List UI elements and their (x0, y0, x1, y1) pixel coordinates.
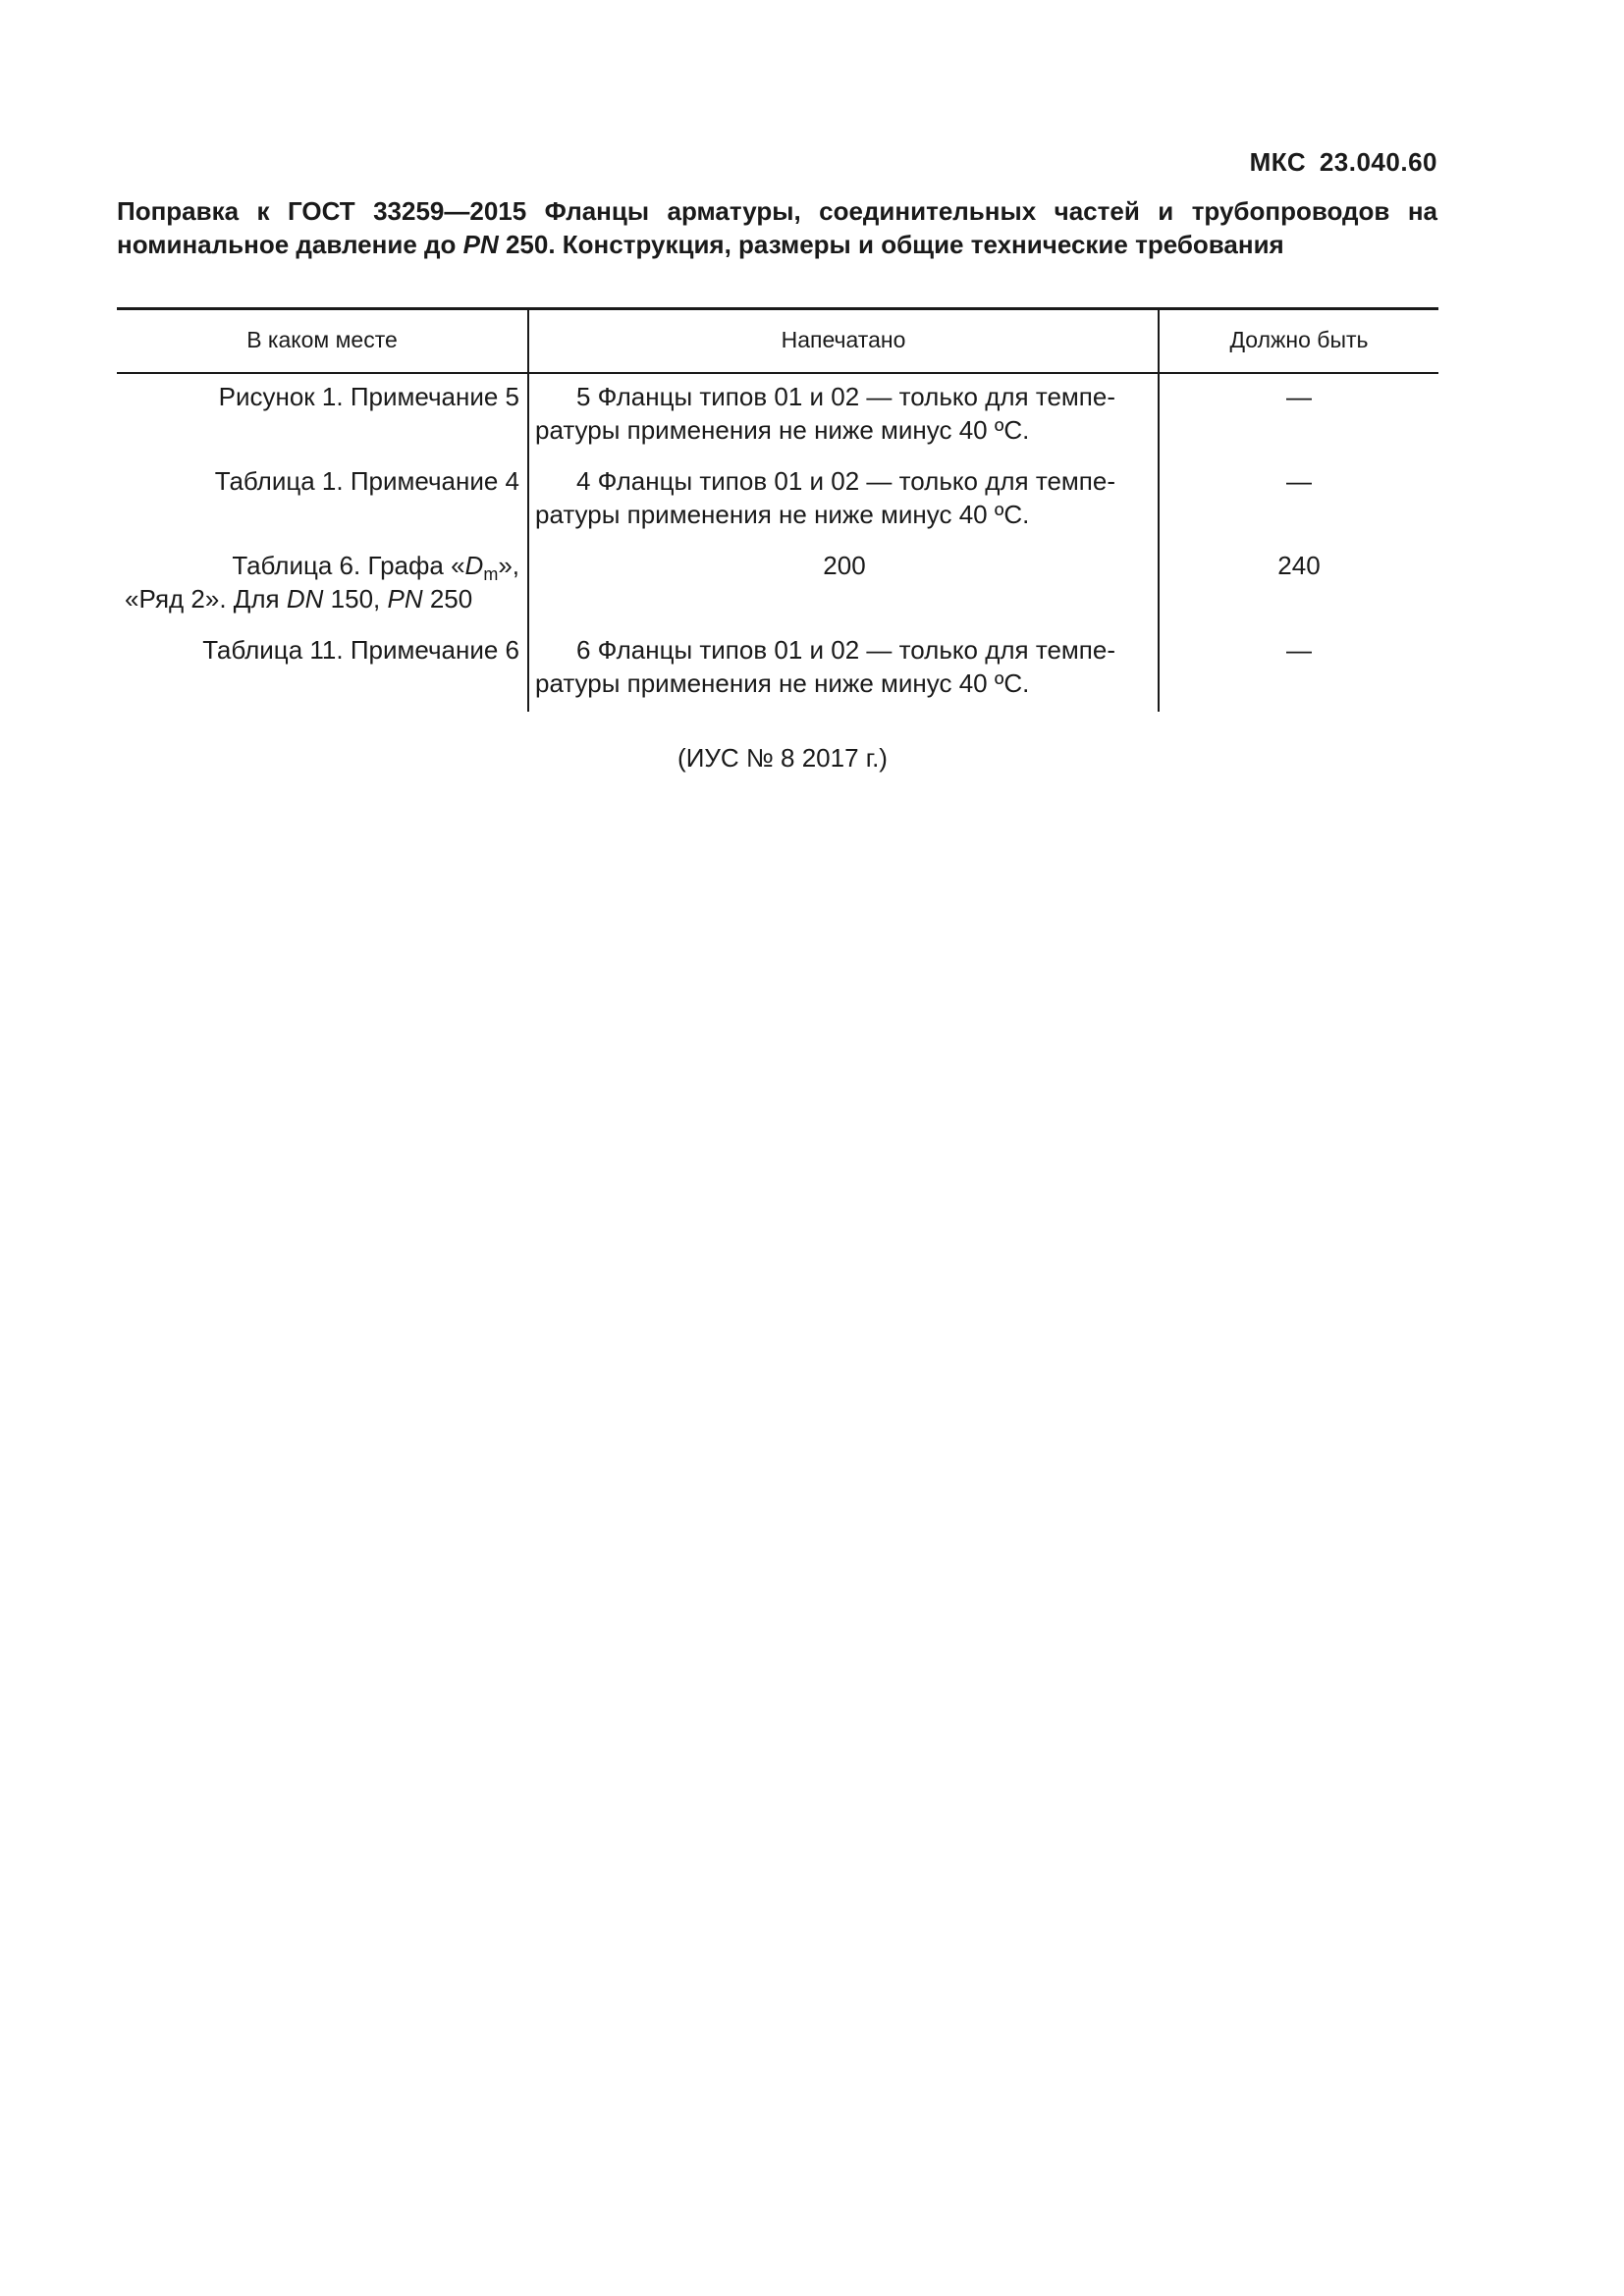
cell-should-be: — (1286, 466, 1312, 496)
source-reference: (ИУС № 8 2017 г.) (677, 743, 888, 773)
cell-printed (535, 380, 1154, 447)
title-part-2: 250. Конструкция, размеры и общие технические требования (498, 230, 1284, 259)
column-header-should-be: Должно быть (1229, 327, 1369, 352)
mks-code: МКС 23.040.60 (1249, 147, 1437, 177)
cell-should-be: 240 (1277, 551, 1321, 580)
document-title (117, 194, 1437, 261)
column-divider-1 (527, 307, 529, 712)
place-line-2: «Ряд 2». Для DN 150, PN 250 (125, 584, 473, 614)
cell-place: Таблица 1. Примечание 4 (214, 466, 519, 496)
printed-line-1: 6 Фланцы типов 01 и 02 — только для темпе- (576, 635, 1116, 665)
title-pn: PN (462, 230, 499, 259)
printed-line-2: ратуры применения не ниже минус 40 ºС. (535, 500, 1030, 529)
column-header-printed: Напечатано (781, 327, 906, 352)
place-line-1: Таблица 6. Графа «$D_m$», (232, 551, 519, 584)
cell-should-be: — (1286, 382, 1312, 411)
printed-line-2: ратуры применения не ниже минус 40 ºС. (535, 668, 1030, 698)
column-header-place: В каком месте (246, 327, 398, 352)
title-part-1: Поправка к ГОСТ 33259—2015 Фланцы арматуры, соединительных частей и трубопроводов на номинальное давление до (117, 196, 1437, 259)
cell-place: Рисунок 1. Примечание 5 (218, 382, 519, 411)
printed-line-2: ратуры применения не ниже минус 40 ºС. (535, 415, 1030, 445)
cell-place (125, 549, 527, 615)
cell-printed: 200 (823, 551, 866, 580)
cell-should-be: — (1286, 635, 1312, 665)
printed-line-1: 4 Фланцы типов 01 и 02 — только для темпе- (576, 466, 1116, 496)
table-top-rule (117, 307, 1438, 310)
printed-line-1: 5 Фланцы типов 01 и 02 — только для темпе- (576, 382, 1116, 411)
table-header-rule (117, 372, 1438, 374)
cell-printed (535, 464, 1154, 531)
amendment-table (117, 307, 1438, 712)
cell-printed (535, 633, 1154, 700)
cell-place: Таблица 11. Примечание 6 (202, 635, 519, 665)
